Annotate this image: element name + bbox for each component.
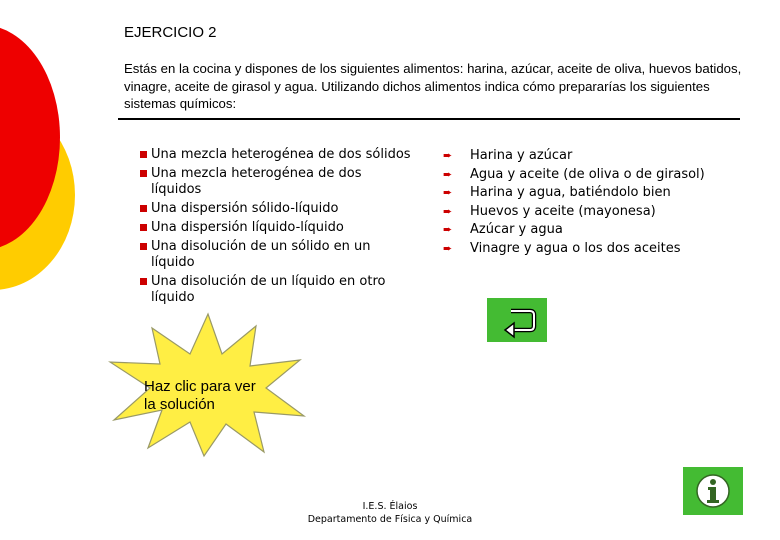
system-text: Una dispersión sólido-líquido bbox=[151, 201, 339, 216]
answer-text: Harina y azúcar bbox=[470, 148, 573, 163]
bullet-icon bbox=[140, 278, 147, 285]
list-item bbox=[140, 166, 415, 198]
return-arrow-icon bbox=[487, 298, 547, 342]
answer-text: Agua y aceite (de oliva o de girasol) bbox=[470, 166, 705, 182]
department-name: Departamento de Física y Química bbox=[307, 514, 473, 525]
info-icon bbox=[683, 467, 743, 515]
answer-text: Vinagre y agua o los dos aceites bbox=[470, 240, 681, 256]
answer-text: Azúcar y agua bbox=[470, 222, 563, 238]
bullet-icon bbox=[140, 224, 147, 231]
system-text: Una mezcla heterogénea de dos líquidos bbox=[151, 166, 362, 197]
school-name: I.E.S. Élaios bbox=[362, 501, 418, 512]
list-item bbox=[443, 166, 753, 185]
system-text: Una mezcla heterogénea de dos sólidos bbox=[151, 147, 411, 162]
list-item bbox=[140, 147, 415, 163]
arrow-bullet-icon: ➨ bbox=[443, 241, 453, 255]
bullet-icon bbox=[140, 151, 147, 158]
system-text: Una disolución de un líquido en otro líquido bbox=[151, 274, 386, 305]
list-item bbox=[443, 203, 753, 222]
list-item bbox=[140, 274, 415, 306]
bullet-icon bbox=[140, 243, 147, 250]
bullet-icon bbox=[140, 170, 147, 177]
arrow-bullet-icon: ➨ bbox=[443, 223, 453, 237]
list-item bbox=[140, 201, 415, 217]
answers-list bbox=[443, 147, 753, 259]
bullet-icon bbox=[140, 205, 147, 212]
return-button[interactable] bbox=[487, 298, 547, 342]
show-solution-line2: la solución bbox=[144, 396, 215, 413]
arrow-bullet-icon: ➨ bbox=[443, 149, 453, 162]
exercise-intro: Estás en la cocina y dispones de los siguientes alimentos: harina, azúcar, aceite de oliva, huevos batidos, vinagre, aceite de girasol y agua. Utilizando dichos alimentos indica cómo prepararías los siguientes sistemas químicos: bbox=[124, 61, 742, 111]
exercise-title: EJERCICIO 2 bbox=[124, 24, 217, 41]
systems-list bbox=[140, 147, 415, 309]
arrow-bullet-icon: ➨ bbox=[443, 204, 453, 218]
answer-text: Huevos y aceite (mayonesa) bbox=[470, 203, 656, 219]
list-item bbox=[140, 239, 415, 271]
answer-text: Harina y agua, batiéndolo bien bbox=[470, 185, 671, 201]
list-item bbox=[443, 240, 753, 259]
info-button[interactable] bbox=[683, 467, 743, 515]
system-text: Una dispersión líquido-líquido bbox=[151, 220, 344, 235]
list-item bbox=[443, 221, 753, 240]
list-item bbox=[140, 220, 415, 236]
arrow-bullet-icon: ➨ bbox=[443, 167, 453, 181]
footer bbox=[295, 500, 485, 526]
list-item bbox=[443, 147, 753, 166]
show-solution-label[interactable] bbox=[144, 378, 284, 414]
arrow-bullet-icon: ➨ bbox=[443, 186, 453, 200]
list-item bbox=[443, 184, 753, 203]
system-text: Una disolución de un sólido en un líquido bbox=[151, 239, 371, 270]
show-solution-line1: Haz clic para ver bbox=[144, 378, 256, 395]
divider bbox=[118, 118, 740, 120]
